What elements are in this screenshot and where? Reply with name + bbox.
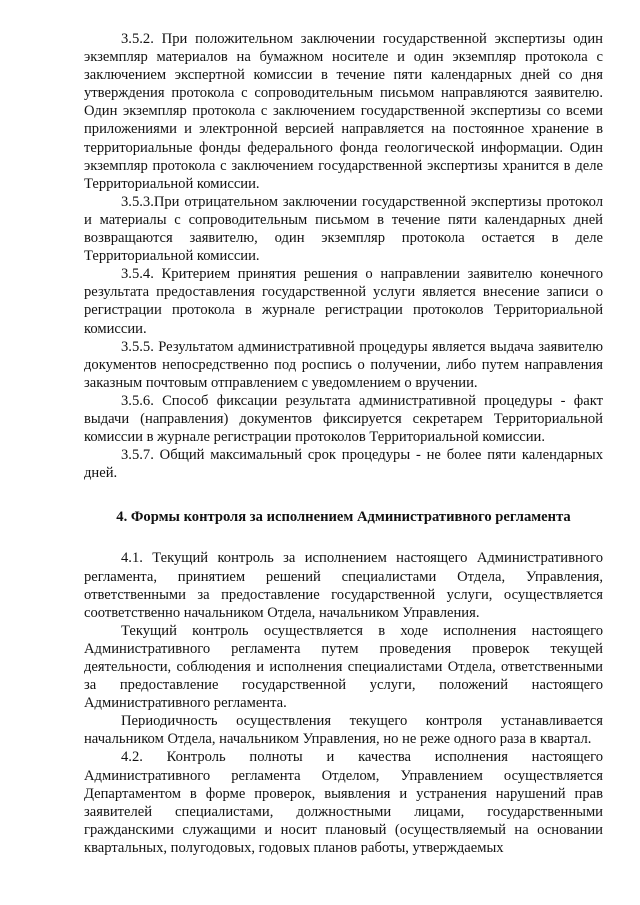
paragraph-4-1: 4.1. Текущий контроль за исполнением настоящего Административного регламента, принятием решений специалистами Отдела, Управления, ответственными за предоставление государственной услуги, осуществляется соответственно начальником Отдела, начальником Управления. — [84, 550, 603, 621]
paragraph-3-5-6: 3.5.6. Способ фиксации результата административной процедуры - факт выдачи (направления) документов фиксируется секретарем Территориальной комиссии в журнале регистрации протоколов Территориальной комиссии. — [84, 392, 603, 446]
paragraph-current-control: Текущий контроль осуществляется в ходе исполнения настоящего Административного регламента путем проведения проверок текущей деятельности, соблюдения и исполнения специалистами Отдела, ответственными за предоставление государственной услуги, положений настоящего Административного регламента. — [84, 622, 603, 712]
document-page — [84, 30, 603, 857]
paragraph-3-5-2: 3.5.2. При положительном заключении государственной экспертизы один экземпляр материалов на бумажном носителе и один экземпляр протокола с заключением экспертной комиссии в течение пяти календарных дней со дня утверждения протокола с сопроводительным письмом направляются заявителю. Один экземпляр протокола с заключением государственной экспертизы со всеми приложениями и электронной версией направляется на постоянное хранение в территориальные фонды федерального фонда геологической информации. Один экземпляр протокола с заключением государственной экспертизы хранится в деле Территориальной комиссии. — [84, 31, 603, 192]
paragraph-periodicity: Периодичность осуществления текущего контроля устанавливается начальником Отдела, начальником Управления, но не реже одного раза в квартал. — [84, 713, 603, 748]
paragraph-4-2: 4.2. Контроль полноты и качества исполнения настоящего Административного регламента Отделом, Управлением осуществляется Департаментом в форме проверок, выявления и устранения нарушений прав заявителей специалистами, должностными лицами, государственными гражданскими служащими и носит плановый (осуществляемый на основании квартальных, полугодовых, годовых планов работы, утверждаемых — [84, 749, 603, 856]
paragraph-3-5-4: 3.5.4. Критерием принятия решения о направлении заявителю конечного результата предоставления государственной услуги является внесение записи о регистрации протокола в журнале регистрации протоколов Территориальной комиссии. — [84, 266, 603, 337]
paragraph-3-5-5: 3.5.5. Результатом административной процедуры является выдача заявителю документов непосредственно под роспись о получении, либо путем направления заказным почтовым отправлением с уведомлением о вручении. — [84, 338, 603, 391]
paragraph-3-5-3: 3.5.3.При отрицательном заключении государственной экспертизы протокол и материалы с сопроводительным письмом в течение пяти календарных дней возвращаются заявителю, один экземпляр протокола остается в деле Территориальной комиссии. — [84, 193, 603, 265]
paragraph-3-5-7: 3.5.7. Общий максимальный срок процедуры - не более пяти календарных дней. — [84, 447, 603, 482]
section-heading: 4. Формы контроля за исполнением Административного регламента — [116, 509, 571, 526]
